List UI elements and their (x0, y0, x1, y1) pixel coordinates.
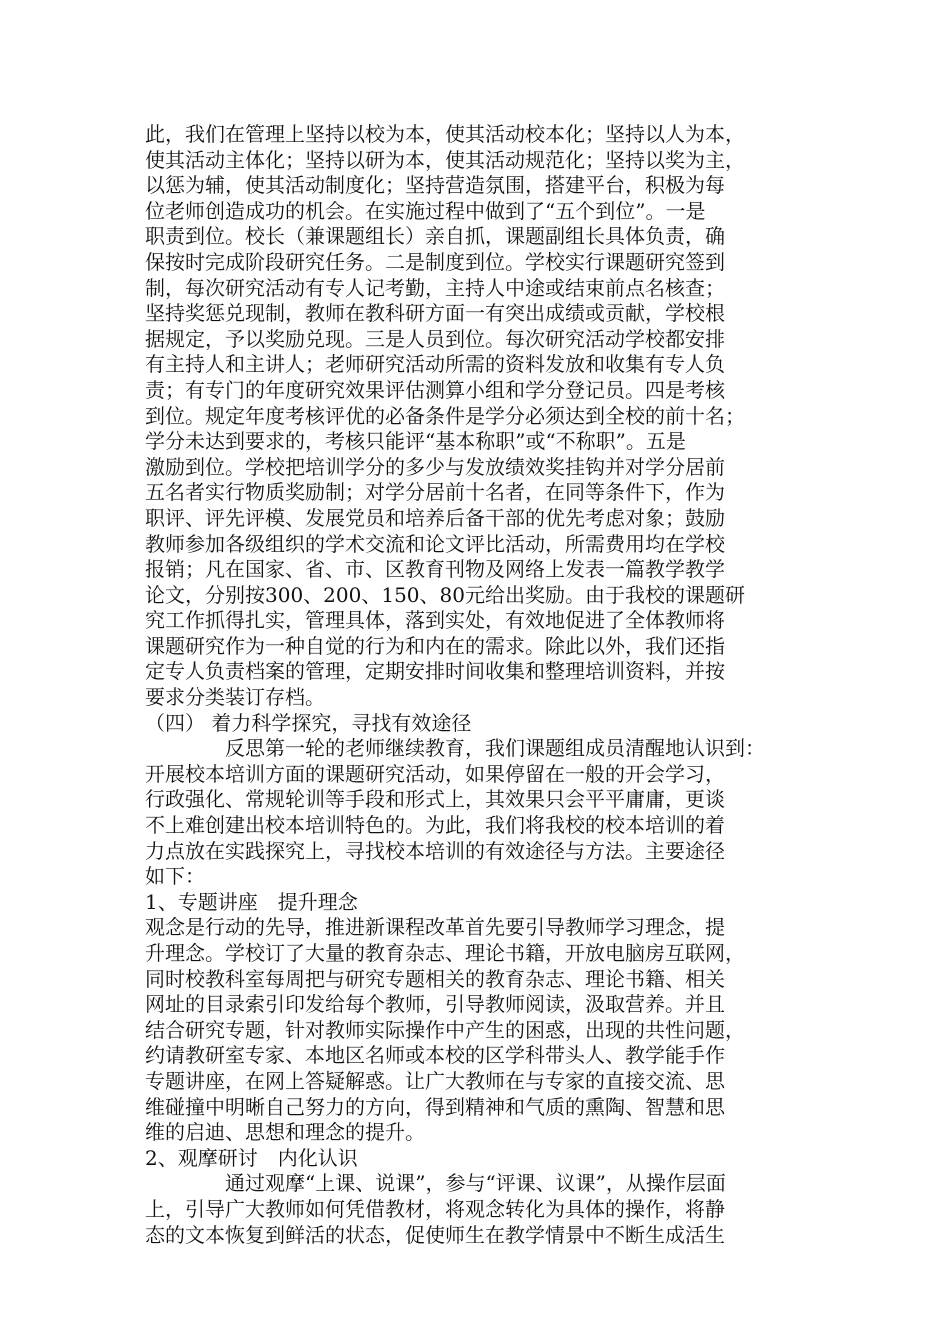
text-line: 到位。规定年度考核评优的必备条件是学分必须达到全校的前十名； (145, 403, 745, 428)
text-line: 报销；凡在国家、省、市、区教育刊物及网络上发表一篇教学教学 (145, 557, 725, 582)
text-line: 教师参加各级组织的学术交流和论文评比活动，所需费用均在学校 (145, 531, 725, 556)
text-line: 态的文本恢复到鲜活的状态，促使师生在教学情景中不断生成活生 (145, 1222, 725, 1247)
text-line: 据规定，予以奖励兑现。三是人员到位。每次研究活动学校都安排 (145, 326, 725, 351)
text-line: 如下： (145, 864, 205, 889)
text-line: 上，引导广大教师如何凭借教材，将观念转化为具体的操作，将静 (145, 1196, 725, 1221)
text-line: 行政强化、常规轮训等手段和形式上，其效果只会平平庸庸，更谈 (145, 787, 725, 812)
text-line: 同时校教科室每周把与研究专题相关的教育杂志、理论书籍、相关 (145, 966, 725, 991)
text-line: 激励到位。学校把培训学分的多少与发放绩效奖挂钩并对学分居前 (145, 454, 725, 479)
text-line: 维的启迪、思想和理念的提升。 (145, 1120, 425, 1145)
text-line: 有主持人和主讲人；老师研究活动所需的资料发放和收集有专人负 (145, 352, 725, 377)
body-text (145, 122, 815, 1248)
text-line: 反思第一轮的老师继续教育，我们课题组成员清醒地认识到： (225, 736, 765, 761)
text-line: 1、专题讲座 提升理念 (145, 889, 358, 914)
text-line: 论文，分别按300、200、150、80元给出奖励。由于我校的课题研 (145, 582, 745, 607)
text-line: 要求分类装订存档。 (145, 685, 325, 710)
text-line: 位老师创造成功的机会。在实施过程中做到了“五个到位”。一是 (145, 198, 706, 223)
text-line: 此，我们在管理上坚持以校为本，使其活动校本化；坚持以人为本， (145, 122, 745, 146)
text-line: 究工作抓得扎实，管理具体，落到实处，有效地促进了全体教师将 (145, 608, 725, 633)
text-line: 五名者实行物质奖励制；对学分居前十名者，在同等条件下，作为 (145, 480, 725, 505)
text-line: 责；有专门的年度研究效果评估测算小组和学分登记员。四是考核 (145, 377, 725, 402)
text-line: 定专人负责档案的管理，定期安排时间收集和整理培训资料，并按 (145, 659, 725, 684)
text-line: 课题研究作为一种自觉的行为和内在的需求。除此以外，我们还指 (145, 633, 725, 658)
text-line: 专题讲座，在网上答疑解惑。让广大教师在与专家的直接交流、思 (145, 1068, 725, 1093)
text-line: 坚持奖惩兑现制，教师在教科研方面一有突出成绩或贡献，学校根 (145, 301, 725, 326)
text-line: 结合研究专题，针对教师实际操作中产生的困惑，出现的共性问题， (145, 1017, 745, 1042)
text-line: 力点放在实践探究上，寻找校本培训的有效途径与方法。主要途径 (145, 838, 725, 863)
text-line: 保按时完成阶段研究任务。二是制度到位。学校实行课题研究签到 (145, 249, 725, 274)
text-line: 网址的目录索引印发给每个教师，引导教师阅读，汲取营养。并且 (145, 992, 725, 1017)
text-line: 职评、评先评模、发展党员和培养后备干部的优先考虑对象；鼓励 (145, 505, 725, 530)
text-line: 升理念。学校订了大量的教育杂志、理论书籍，开放电脑房互联网， (145, 941, 745, 965)
text-line: 观念是行动的先导，推进新课程改革首先要引导教师学习理念，提 (145, 915, 725, 940)
text-line: 约请教研室专家、本地区名师或本校的区学科带头人、教学能手作 (145, 1043, 725, 1068)
text-line: （四） 着力科学探究，寻找有效途径 (145, 710, 472, 735)
text-line: 使其活动主体化；坚持以研为本，使其活动规范化；坚持以奖为主， (145, 147, 745, 172)
text-line: 2、观摩研讨 内化认识 (145, 1145, 358, 1170)
text-line: 开展校本培训方面的课题研究活动，如果停留在一般的开会学习， (145, 761, 725, 786)
text-line: 学分未达到要求的，考核只能评“基本称职”或“不称职”。五是 (145, 429, 686, 454)
text-line: 职责到位。校长（兼课题组长）亲自抓，课题副组长具体负责，确 (145, 224, 725, 249)
text-line: 维碰撞中明晰自己努力的方向，得到精神和气质的熏陶、智慧和思 (145, 1094, 725, 1119)
text-line: 不上难创建出校本培训特色的。为此，我们将我校的校本培训的着 (145, 813, 725, 838)
text-line: 通过观摩“上课、说课”，参与“评课、议课”，从操作层面 (225, 1171, 726, 1196)
text-line: 制，每次研究活动有专人记考勤，主持人中途或结束前点名核查； (145, 275, 725, 300)
text-line: 以惩为辅，使其活动制度化；坚持营造氛围，搭建平台，积极为每 (145, 173, 725, 198)
